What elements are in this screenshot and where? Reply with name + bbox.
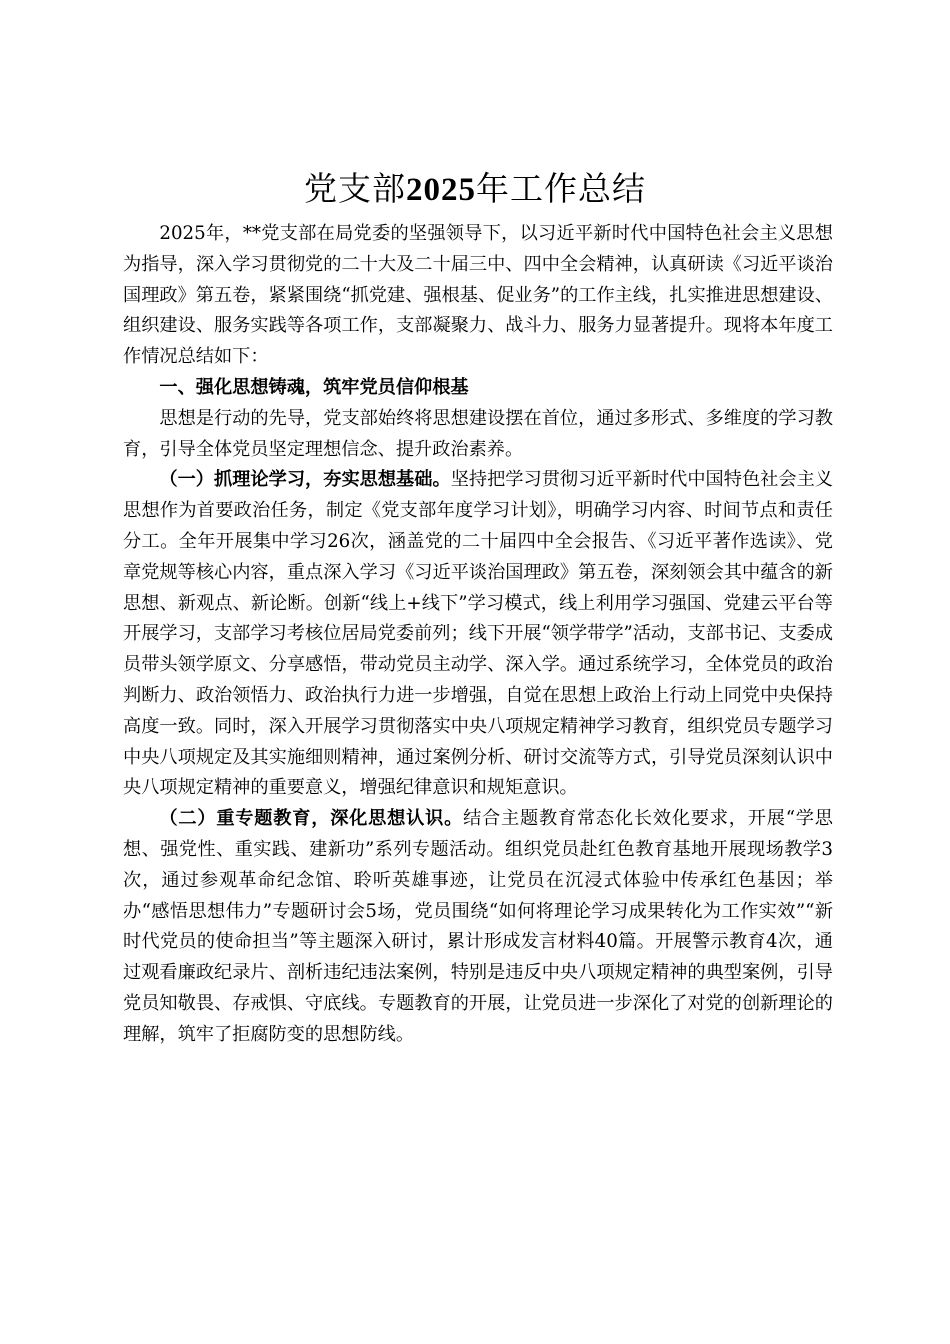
title-year: 2025 xyxy=(406,172,476,208)
section-intro-paragraph: 思想是行动的先导，党支部始终将思想建设摆在首位，通过多形式、多维度的学习教育，引导全体党员坚定理想信念、提升政治素养。 xyxy=(123,407,833,460)
section-heading: 一、强化思想铸魂，筑牢党员信仰根基 xyxy=(159,376,469,398)
title-prefix: 党支部 xyxy=(304,169,406,208)
subsection-paragraph-2 xyxy=(123,804,833,1050)
subsection-text-2: 结合主题教育常态化长效化要求，开展“学思想、强党性、重实践、建新功”系列专题活动。组织党员赴红色教育基地开展现场教学3次，通过参观革命纪念馆、聆听英雄事迹，让党员在沉浸式体验中传承红色基因；举办“感悟思想伟力”专题研讨会5场，党员围绕“如何将理论学习成果转化为工作实效”“新时代党员的使命担当”等主题深入研讨，累计形成发言材料40篇。开展警示教育4次，通过观看廉政纪录片、剖析违纪违法案例，特别是违反中央八项规定精神的典型案例，引导党员知敬畏、存戒惧、守底线。专题教育的开展，让党员进一步深化了对党的创新理论的理解，筑牢了拒腐防变的思想防线。 xyxy=(123,808,833,1045)
subsection-text-1: 坚持把学习贯彻习近平新时代中国特色社会主义思想作为首要政治任务，制定《党支部年度学习计划》，明确学习内容、时间节点和责任分工。全年开展集中学习26次，涵盖党的二十届四中全会报告、《习近平著作选读》、党章党规等核心内容，重点深入学习《习近平谈治国理政》第五卷，深刻领会其中蕴含的新思想、新观点、新论断。创新“线上+线下”学习模式，线上利用学习强国、党建云平台等开展学习，支部学习考核位居局党委前列；线下开展“领学带学”活动，支部书记、支委成员带头领学原文、分享感悟，带动党员主动学、深入学。通过系统学习，全体党员的政治判断力、政治领悟力、政治执行力进一步增强，自觉在思想上政治上行动上同党中央保持高度一致。同时，深入开展学习贯彻落实中央八项规定精神学习教育，组织党员专题学习中央八项规定及其实施细则精神，通过案例分析、研讨交流等方式，引导党员深刻认识中央八项规定精神的重要意义，增强纪律意识和规矩意识。 xyxy=(123,469,833,799)
subsection-lead-1: （一）抓理论学习，夯实思想基础。 xyxy=(159,469,451,491)
document-body xyxy=(123,219,833,1051)
subsection-lead-2: （二）重专题教育，深化思想认识。 xyxy=(159,808,464,830)
intro-paragraph: 2025年，**党支部在局党委的坚强领导下，以习近平新时代中国特色社会主义思想为指导，深入学习贯彻党的二十大及二十届三中、四中全会精神，认真研读《习近平谈治国理政》第五卷，紧紧围绕“抓党建、强根基、促业务”的工作主线，扎实推进思想建设、组织建设、服务实践等各项工作，支部凝聚力、战斗力、服务力显著提升。现将本年度工作情况总结如下： xyxy=(123,223,833,368)
subsection-paragraph-1 xyxy=(123,465,833,804)
title-suffix: 年工作总结 xyxy=(476,169,646,208)
document-title xyxy=(0,164,950,215)
